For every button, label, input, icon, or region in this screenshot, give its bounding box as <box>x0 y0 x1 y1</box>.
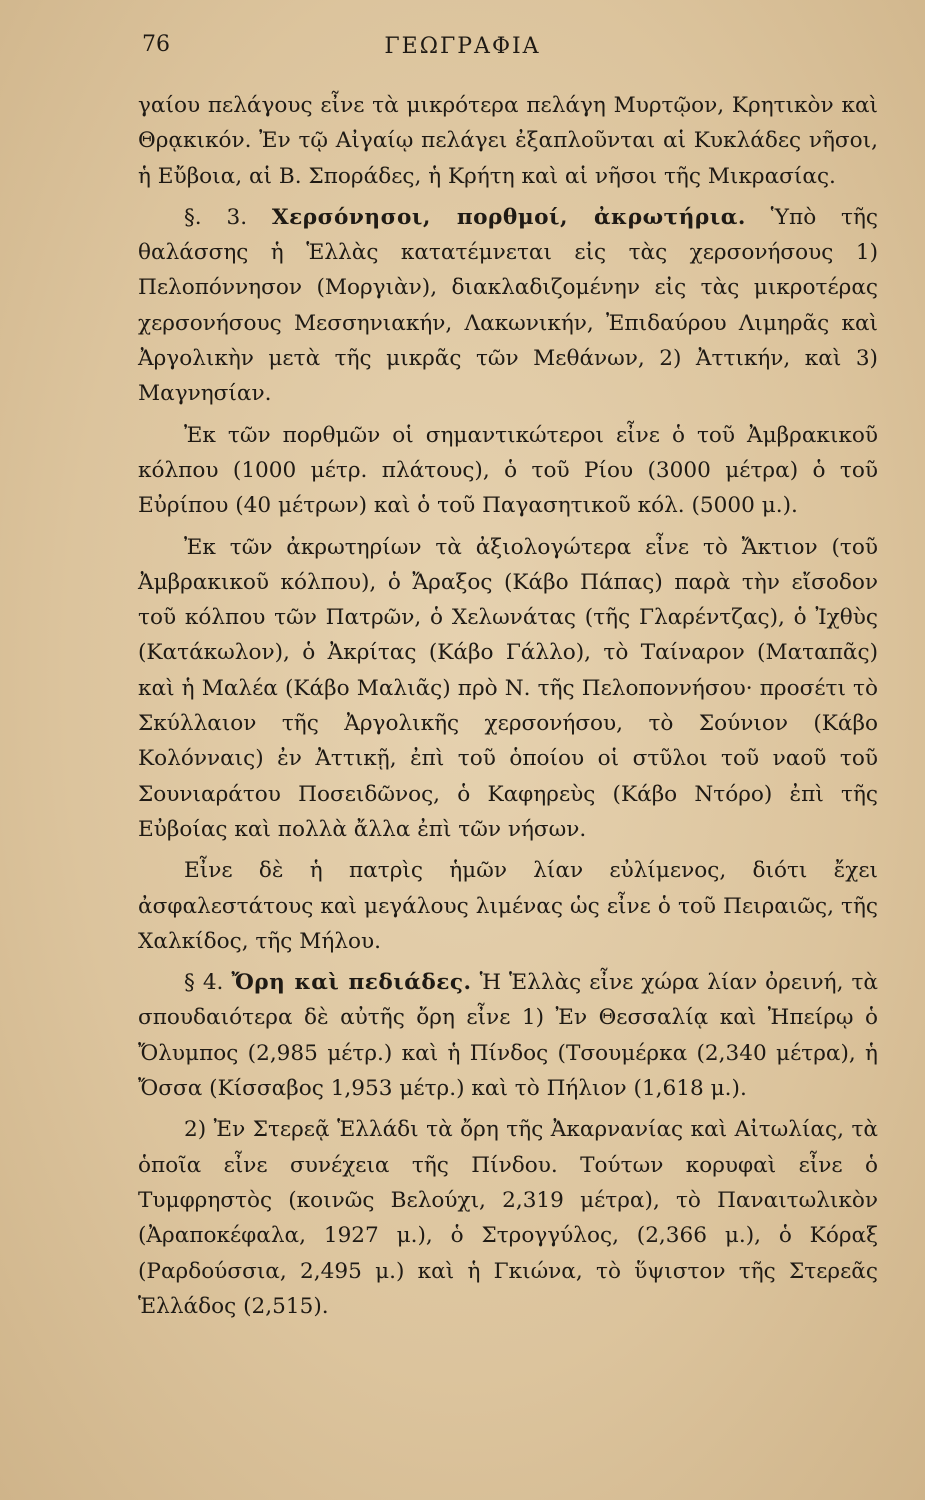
section-4-title: Ὄρη καὶ πεδιάδες. <box>231 970 472 996</box>
paragraph-straits: Ἐκ τῶν πορθμῶν οἱ σημαντικώτεροι εἶνε ὁ τοῦ Ἀμβρακικοῦ κόλπου (1000 μέτρ. πλάτους), ὁ τοῦ Ρίου (3000 μέτρα) ὁ τοῦ Εὐρίπου (40 μέτρων) καὶ ὁ τοῦ Παγασητικοῦ κόλ. (5000 μ.). <box>138 422 878 519</box>
paragraph-aegean: γαίου πελάγους εἶνε τὰ μικρότερα πελάγη Μυρτῷον, Κρητικὸν καὶ Θρᾳκικόν. Ἐν τῷ Αἰγαίῳ πελάγει ἐξαπλοῦνται αἱ Κυκλάδες νῆσοι, ἡ Εὔβοια, αἱ Β. Σποράδες, ἡ Κρήτη καὶ αἱ νῆσοι τῆς Μικρασίας. <box>138 93 878 189</box>
running-title: ΓΕΩΓΡΑΦΙΑ <box>384 34 541 59</box>
section-4-number: § 4. <box>184 970 224 996</box>
page-header <box>0 28 925 68</box>
body-text <box>138 88 878 1330</box>
paragraph-sterea-mountains: 2) Ἐν Στερεᾷ Ἑλλάδι τὰ ὄρη τῆς Ἀκαρνανίας καὶ Αἰτωλίας, τὰ ὁποῖα εἶνε συνέχεια τῆς Πίνδου. Τούτων κορυφαὶ εἶνε ὁ Τυμφρηστὸς (κοινῶς Βελούχι, 2,319 μέτρα), τὸ Παναιτωλικὸν (Ἀραποκέφαλα, 1927 μ.), ὁ Στρογγύλος, (2,366 μ.), ὁ Κόραξ (Ραρδούσσια, 2,495 μ.) καὶ ἡ Γκιώνα, τὸ ὕψιστον τῆς Στερεᾶς Ἑλλάδος (2,515). <box>138 1117 878 1319</box>
section-3-title: Χερσόνησοι, πορθμοί, ἀκρωτήρια. <box>271 204 746 230</box>
section-4-paragraph <box>138 965 878 1106</box>
paragraph-capes: Ἐκ τῶν ἀκρωτηρίων τὰ ἀξιολογώτερα εἶνε τὸ Ἄκτιον (τοῦ Ἀμβρακικοῦ κόλπου), ὁ Ἄραξος (Κάβο Πάπας) παρὰ τὴν εἴσοδον τοῦ κόλπου τῶν Πατρῶν, ὁ Χελωνάτας (τῆς Γλαρέντζας), ὁ Ἰχθὺς (Κατάκωλον), ὁ Ἀκρίτας (Κάβο Γάλλο), τὸ Ταίναρον (Ματαπᾶς) καὶ ἡ Μαλέα (Κάβο Μαλιᾶς) πρὸ Ν. τῆς Πελοποννήσου· προσέτι τὸ Σκύλλαιον τῆς Ἀργολικῆς χερσονήσου, τὸ Σούνιον (Κάβο Κολόνναις) ἐν Ἀττικῇ, ἐπὶ τοῦ ὁποίου οἱ στῦλοι τοῦ ναοῦ τοῦ Σουνιαράτου Ποσειδῶνος, ὁ Καφηρεὺς (Κάβο Ντόρο) ἐπὶ τῆς Εὐβοίας καὶ πολλὰ ἄλλα ἐπὶ τῶν νήσων. <box>138 534 878 842</box>
section-3-body: Ὑπὸ τῆς θαλάσσης ἡ Ἑλλὰς κατατέμνεται εἰς τὰς χερσονήσους 1) Πελοπόννησον (Μοργιὰν), διακλαδιζομένην εἰς τὰς μικροτέρας χερσονήσους Μεσσηνιακήν, Λακωνικήν, Ἐπιδαύρου Λιμηρᾶς καὶ Ἀργολικὴν μετὰ τῆς μικρᾶς τῶν Μεθάνων, 2) Ἀττικήν, καὶ 3) Μαγνησίαν. <box>138 204 878 407</box>
section-4-body: Ἡ Ἑλλὰς εἶνε χώρα λίαν ὀρεινή, τὰ σπουδαιότερα δὲ αὐτῆς ὄρη εἶνε 1) Ἐν Θεσσαλίᾳ καὶ Ἠπείρῳ ὁ Ὄλυμπος (2,985 μέτρ.) καὶ ἡ Πίνδος (Τσουμέρκα (2,340 μέτρα), ἡ Ὄσσα (Κίσσαβος 1,953 μέτρ.) καὶ τὸ Πήλιον (1,618 μ.). <box>138 970 878 1102</box>
page-number: 76 <box>142 32 170 57</box>
section-3-paragraph <box>138 200 878 412</box>
section-3-number: §. 3. <box>184 204 248 230</box>
paragraph-harbours: Εἶνε δὲ ἡ πατρὶς ἡμῶν λίαν εὐλίμενος, διότι ἔχει ἀσφαλεστάτους καὶ μεγάλους λιμένας ὡς εἶνε ὁ τοῦ Πειραιῶς, τῆς Χαλκίδος, τῆς Μήλου. <box>138 858 878 954</box>
